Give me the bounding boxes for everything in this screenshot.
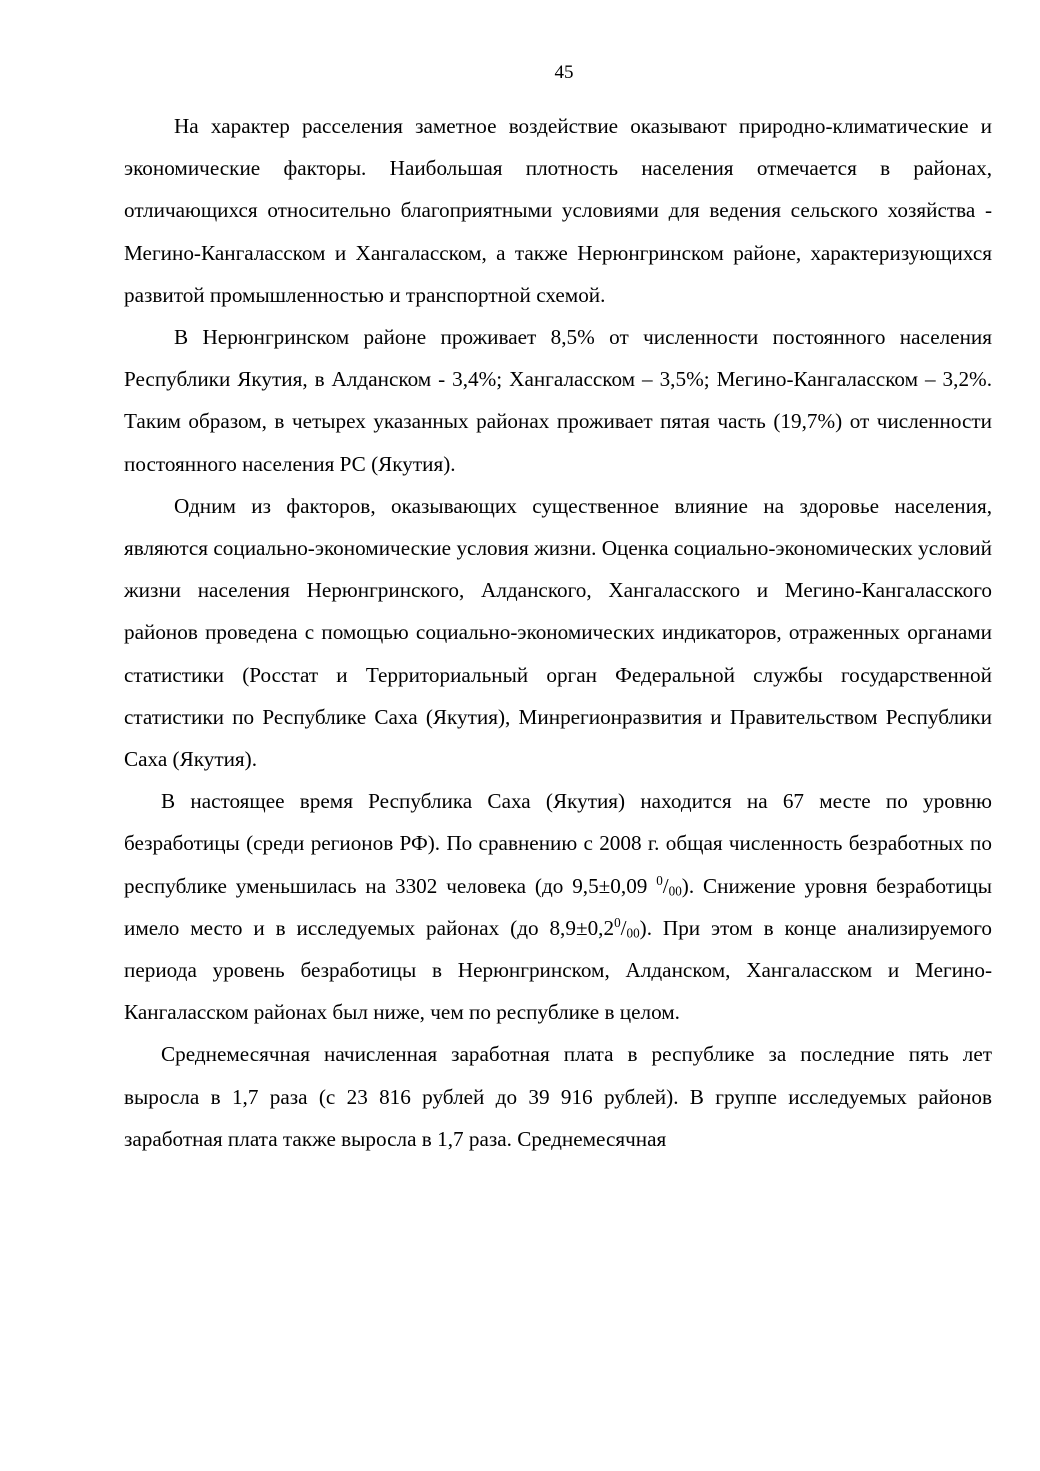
paragraph-unemployment <box>124 780 992 1033</box>
permille-sup: 0 <box>614 914 621 930</box>
unemployment-text-part3: ). При этом в конце анализируемого периода уровень безработицы в Нерюнгринском, Алданском, Хангаласском и Мегино-Кангаласском районах был ниже, чем по республике в целом. <box>124 915 992 1025</box>
permille-slash: / <box>662 873 669 898</box>
paragraph-wages: Среднемесячная начисленная заработная плата в республике за последние пять лет выросла в 1,7 раза (с 23 816 рублей до 39 916 рублей). В группе исследуемых районов заработная плата также выросла в 1,7 раза. Среднемесячная <box>124 1042 992 1151</box>
page-number: 45 <box>554 62 574 83</box>
paragraph-population-share: В Нерюнгринском районе проживает 8,5% от численности постоянного населения Республики Якутия, в Алданском - 3,4%; Хангаласском – 3,5%; Мегино-Кангаласском – 3,2%. Таким образом, в четырех указанных районах проживает пятая часть (19,7%) от численности постоянного населения РС (Якутия). <box>124 325 992 476</box>
permille-sub: 00 <box>626 925 640 941</box>
permille-slash: / <box>620 915 627 940</box>
paragraph-socioeconomic-conditions: Одним из факторов, оказывающих существенное влияние на здоровье населения, являются социально-экономические условия жизни. Оценка социально-экономических условий жизни населения Нерюнгринского, Алданского, Хангаласского и Мегино-Кангаласского районов проведена с помощью социально-экономических индикаторов, отраженных органами статистики (Росстат и Территориальный орган Федеральной службы государственной статистики по Республике Саха (Якутия), Минрегионразвития и Правительством Республики Саха (Якутия). <box>124 493 992 772</box>
paragraph-settlement-factors: На характер расселения заметное воздействие оказывают природно-климатические и экономические факторы. Наибольшая плотность населения отмечается в районах, отличающихся относительно благоприятными условиями для ведения сельского хозяйства - Мегино-Кангаласском и Хангаласском, а также Нерюнгринском районе, характеризующихся развитой промышленностью и транспортной схемой. <box>124 114 992 307</box>
unemployment-text-part1: В настоящее время Республика Саха (Якутия) находится на 67 месте по уровню безработицы (среди регионов РФ). По сравнению с 2008 г. общая численность безработных по республике уменьшилась на 3302 человека (до 9,5±0,09 <box>124 789 992 898</box>
permille-sup: 0 <box>656 872 663 888</box>
document-body <box>124 105 992 1160</box>
permille-sub: 00 <box>668 883 682 899</box>
unemployment-text-part2: ). Снижение уровня безработицы имело место и в исследуемых районах (до 8,9±0,2 <box>124 873 992 940</box>
